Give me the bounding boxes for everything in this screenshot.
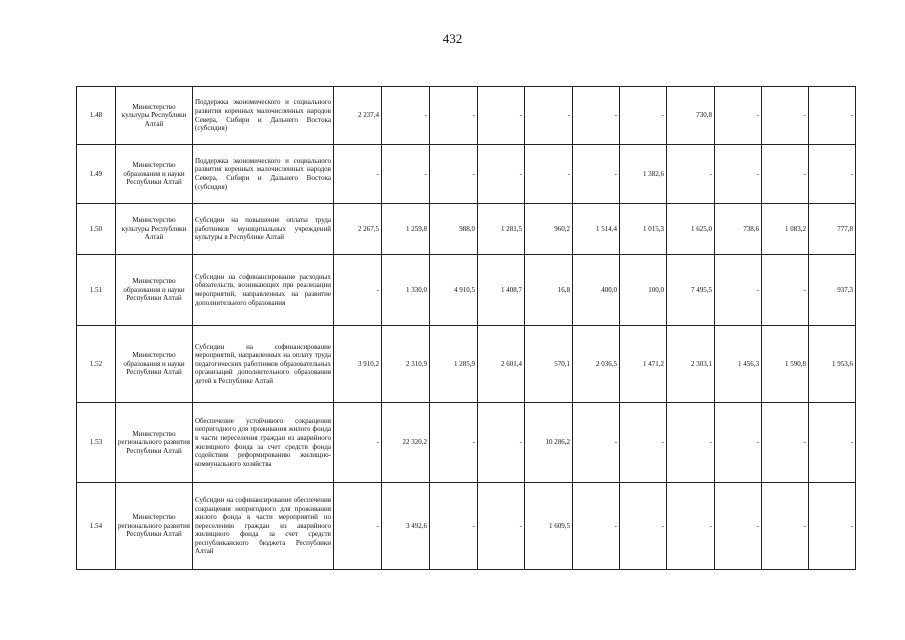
value-cell: 1 259,8 [382,204,430,255]
description-cell: Субсидии на повышение оплаты труда работников муниципальных учреждений культуры в Республике Алтай [193,204,334,255]
value-cell: - [809,87,856,145]
value-cell: - [620,403,667,483]
ministry-cell: Министерство образования и науки Республики Алтай [116,145,193,204]
value-cell: 1 590,8 [762,326,809,403]
value-cell: - [667,145,715,204]
row-number: 1.53 [77,403,116,483]
value-cell: 400,0 [573,255,620,326]
ministry-cell: Министерство культуры Республики Алтай [116,204,193,255]
value-cell: - [715,483,762,570]
table-row [77,145,856,204]
ministry-cell: Министерство регионального развития Республики Алтай [116,403,193,483]
value-cell: - [809,145,856,204]
value-cell: 1 953,6 [809,326,856,403]
value-cell: 16,8 [525,255,573,326]
ministry-cell: Министерство культуры Республики Алтай [116,87,193,145]
value-cell: 2 601,4 [478,326,525,403]
value-cell: - [334,145,382,204]
data-table [76,86,856,570]
value-cell: 1 456,3 [715,326,762,403]
description-cell: Поддержка экономического и социального развития коренных малочисленных народов Севера, Сибири и Дальнего Востока (субсидия) [193,87,334,145]
value-cell: - [715,255,762,326]
value-cell: - [430,87,478,145]
value-cell: - [715,145,762,204]
value-cell: 7 495,5 [667,255,715,326]
value-cell: - [573,483,620,570]
description-cell: Субсидии на софинансирование мероприятий, направленных на оплату труда педагогических работников образовательных организаций дополнительного образования детей в Республике Алтай [193,326,334,403]
value-cell: 1 408,7 [478,255,525,326]
value-cell: - [762,255,809,326]
value-cell: 777,8 [809,204,856,255]
value-cell: - [334,255,382,326]
value-cell: - [430,483,478,570]
row-number: 1.54 [77,483,116,570]
value-cell: - [525,87,573,145]
value-cell: 1 471,2 [620,326,667,403]
value-cell: 1 083,2 [762,204,809,255]
value-cell: - [762,403,809,483]
value-cell: 570,1 [525,326,573,403]
value-cell: - [430,403,478,483]
value-cell: - [478,483,525,570]
value-cell: 1 609,5 [525,483,573,570]
table-row [77,483,856,570]
value-cell: - [525,145,573,204]
value-cell: 22 320,2 [382,403,430,483]
value-cell: 2 303,1 [667,326,715,403]
value-cell: - [762,145,809,204]
value-cell: - [762,483,809,570]
value-cell: - [334,403,382,483]
value-cell: 730,8 [667,87,715,145]
value-cell: - [334,483,382,570]
description-cell: Обеспечение устойчивого сокращения непригодного для проживания жилого фонда в части переселения граждан из аварийного жилищного фонда за счет средств фонда содействия реформированию жилищно-коммунального хозяйства [193,403,334,483]
page-number: 432 [442,31,463,46]
value-cell: - [382,87,430,145]
value-cell: 2 237,4 [334,87,382,145]
row-number: 1.49 [77,145,116,204]
ministry-cell: Министерство образования и науки Республики Алтай [116,255,193,326]
value-cell: - [715,403,762,483]
value-cell: 988,0 [430,204,478,255]
value-cell: - [667,403,715,483]
value-cell: 937,3 [809,255,856,326]
value-cell: - [382,145,430,204]
description-cell: Субсидии на софинансирование расходных обязательств, возникающих при реализации мероприятий, направленных на развитие дополнительного образования [193,255,334,326]
value-cell: 10 286,2 [525,403,573,483]
value-cell: - [809,483,856,570]
table-row [77,403,856,483]
table-row [77,87,856,145]
table-row [77,326,856,403]
value-cell: 2 036,5 [573,326,620,403]
value-cell: - [620,483,667,570]
value-cell: - [478,145,525,204]
value-cell: - [620,87,667,145]
description-cell: Субсидии на софинансирование обеспечения сокращения непригодного для проживания жилого фонда в части мероприятий по переселению граждан из аварийного жилищного фонда за счет средств республиканского бюджета Республики Алтай [193,483,334,570]
row-number: 1.48 [77,87,116,145]
table-body [77,87,856,570]
row-number: 1.50 [77,204,116,255]
value-cell: 2 310,9 [382,326,430,403]
value-cell: 1 015,3 [620,204,667,255]
value-cell: 738,6 [715,204,762,255]
value-cell: 3 910,2 [334,326,382,403]
value-cell: - [478,87,525,145]
value-cell: - [573,403,620,483]
table-row [77,204,856,255]
value-cell: 1 281,5 [478,204,525,255]
ministry-cell: Министерство регионального развития Республики Алтай [116,483,193,570]
value-cell: 2 267,5 [334,204,382,255]
value-cell: - [667,483,715,570]
table-row [77,255,856,326]
value-cell: 1 330,0 [382,255,430,326]
value-cell: - [430,145,478,204]
value-cell: - [809,403,856,483]
value-cell: 1 625,0 [667,204,715,255]
row-number: 1.51 [77,255,116,326]
value-cell: 1 382,6 [620,145,667,204]
value-cell: - [573,87,620,145]
value-cell: 4 910,5 [430,255,478,326]
value-cell: 1 285,9 [430,326,478,403]
value-cell: 100,0 [620,255,667,326]
value-cell: - [715,87,762,145]
value-cell: - [762,87,809,145]
row-number: 1.52 [77,326,116,403]
value-cell: - [573,145,620,204]
ministry-cell: Министерство образования и науки Республики Алтай [116,326,193,403]
value-cell: 960,2 [525,204,573,255]
value-cell: - [478,403,525,483]
value-cell: 3 492,6 [382,483,430,570]
description-cell: Поддержка экономического и социального развития коренных малочисленных народов Севера, Сибири и Дальнего Востока (субсидия) [193,145,334,204]
value-cell: 1 514,4 [573,204,620,255]
